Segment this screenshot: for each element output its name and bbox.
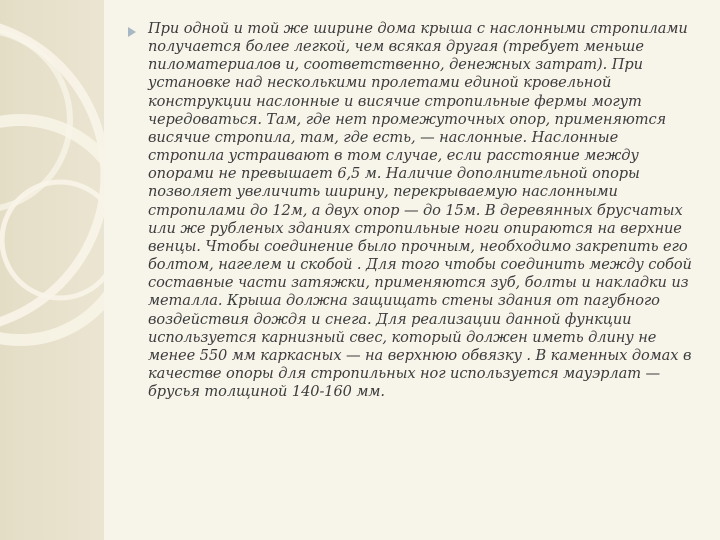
bullet-item	[126, 20, 696, 401]
bullet-triangle-icon	[128, 27, 136, 37]
bullet-text: При одной и той же ширине дома крыша с наслонными стропилами получается более легкой, чем всякая другая (требует меньше пиломатериалов и, соответственно, денежных затрат). При установке над несколькими пролетами единой кровельной конструкции наслонные и висячие стропильные фермы могут чередоваться. Там, где нет промежуточных опор, применяются висячие стропила, там, где есть, — наслонные. Наслонные стропила устраивают в том случае, если расстояние между опорами не превышает 6,5 м. Наличие дополнительной опоры позволяет увеличить ширину, перекрываемую наслонными стропилами до 12м, а двух опор — до 15м. В деревянных брусчатых или же рубленых зданиях стропильные ноги опираются на верхние венцы. Чтобы соединение было прочным, необходимо закрепить его болтом, нагелем и скобой . Для того чтобы соединить между собой составные части затяжки, применяются зуб, болты и накладки из металла. Крыша должна защищать стены здания от пагубного воздействия дождя и снега. Для реализации данной функции используется карнизный свес, который должен иметь длину не менее 550 мм каркасных — на верхнюю обвязку . В каменных домах в качестве опоры для стропильных ног используется мауэрлат — брусья толщиной 140-160 мм.	[148, 20, 692, 401]
bullet-list	[126, 20, 696, 401]
